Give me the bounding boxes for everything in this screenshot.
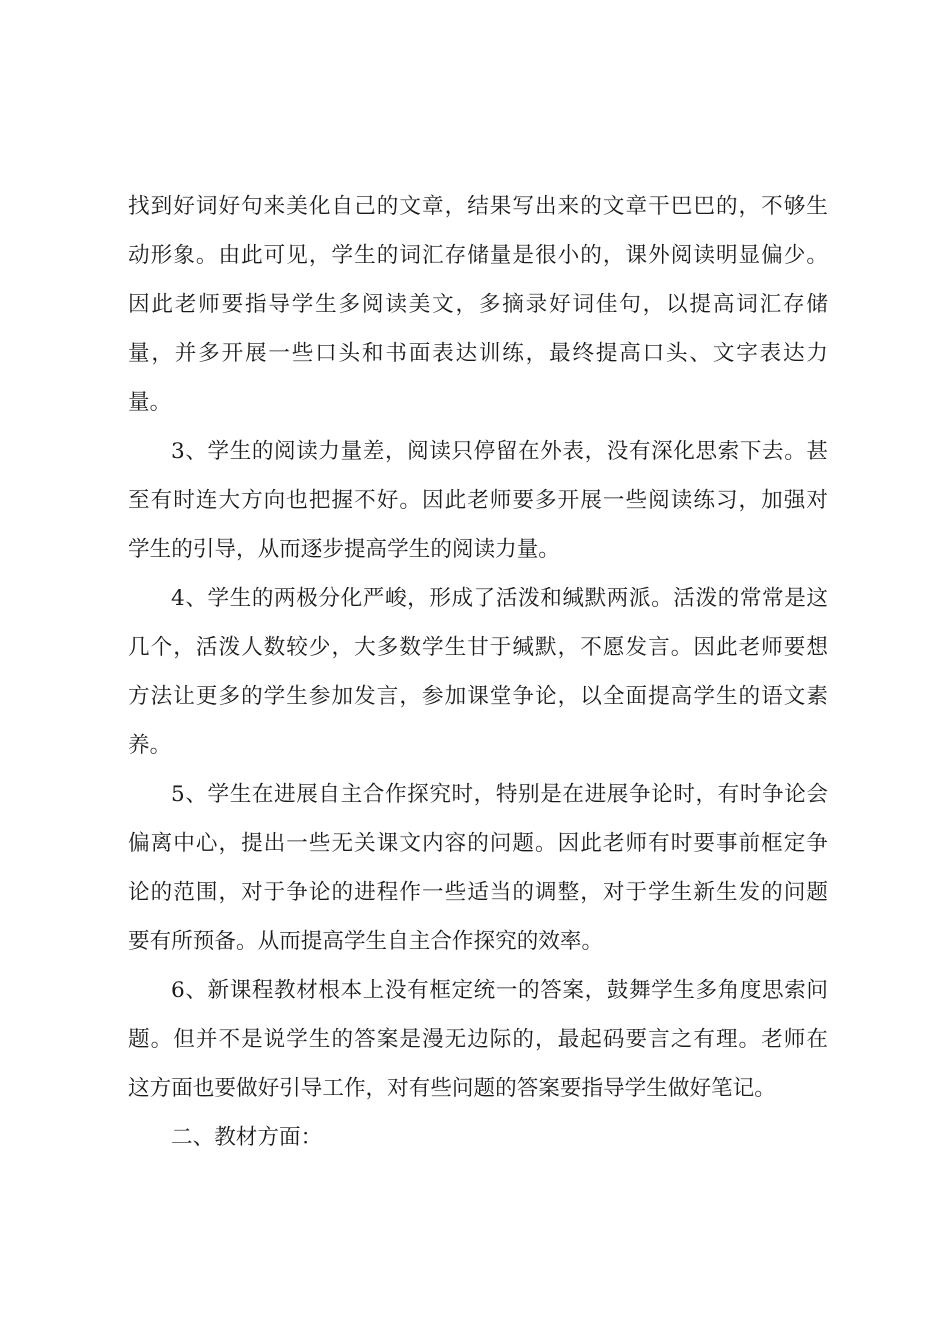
paragraph-3-first-line: 3、学生的阅读力量差，阅读只停留在外表，没有深化思索下去。甚 [171, 439, 828, 464]
text-line: 量，并多开展一些口头和书面表达训练，最终提高口头、文字表达力 [128, 341, 828, 366]
text-line: 题。但并不是说学生的答案是漫无边际的，最起码要言之有理。老师在 [128, 1027, 828, 1052]
text-line: 学生的引导，从而逐步提高学生的阅读力量。 [128, 537, 560, 562]
text-line: 方法让更多的学生参加发言，参加课堂争论，以全面提高学生的语文素 [128, 684, 828, 709]
text-line: 量。 [128, 390, 172, 415]
section-heading: 二、教材方面： [171, 1125, 323, 1150]
text-line: 这方面也要做好引导工作，对有些问题的答案要指导学生做好笔记。 [128, 1076, 776, 1101]
paragraph-5-first-line: 5、学生在进展自主合作探究时，特别是在进展争论时，有时争论会 [171, 782, 828, 807]
text-line: 找到好词好句来美化自己的文章，结果写出来的文章干巴巴的，不够生 [128, 194, 828, 219]
text-line: 至有时连大方向也把握不好。因此老师要多开展一些阅读练习，加强对 [128, 488, 828, 513]
text-line: 偏离中心，提出一些无关课文内容的问题。因此老师有时要事前框定争 [128, 831, 828, 856]
text-line: 养。 [128, 733, 172, 758]
paragraph-4-first-line: 4、学生的两极分化严峻，形成了活泼和缄默两派。活泼的常常是这 [171, 586, 828, 611]
paragraph-6-first-line: 6、新课程教材根本上没有框定统一的答案，鼓舞学生多角度思索问 [171, 978, 828, 1003]
text-line: 因此老师要指导学生多阅读美文，多摘录好词佳句，以提高词汇存储 [128, 292, 828, 317]
text-line: 论的范围，对于争论的进程作一些适当的调整，对于学生新生发的问题 [128, 880, 828, 905]
text-line: 动形象。由此可见，学生的词汇存储量是很小的，课外阅读明显偏少。 [128, 243, 828, 268]
text-line: 几个，活泼人数较少，大多数学生甘于缄默，不愿发言。因此老师要想 [128, 635, 828, 660]
text-line: 要有所预备。从而提高学生自主合作探究的效率。 [128, 929, 604, 954]
